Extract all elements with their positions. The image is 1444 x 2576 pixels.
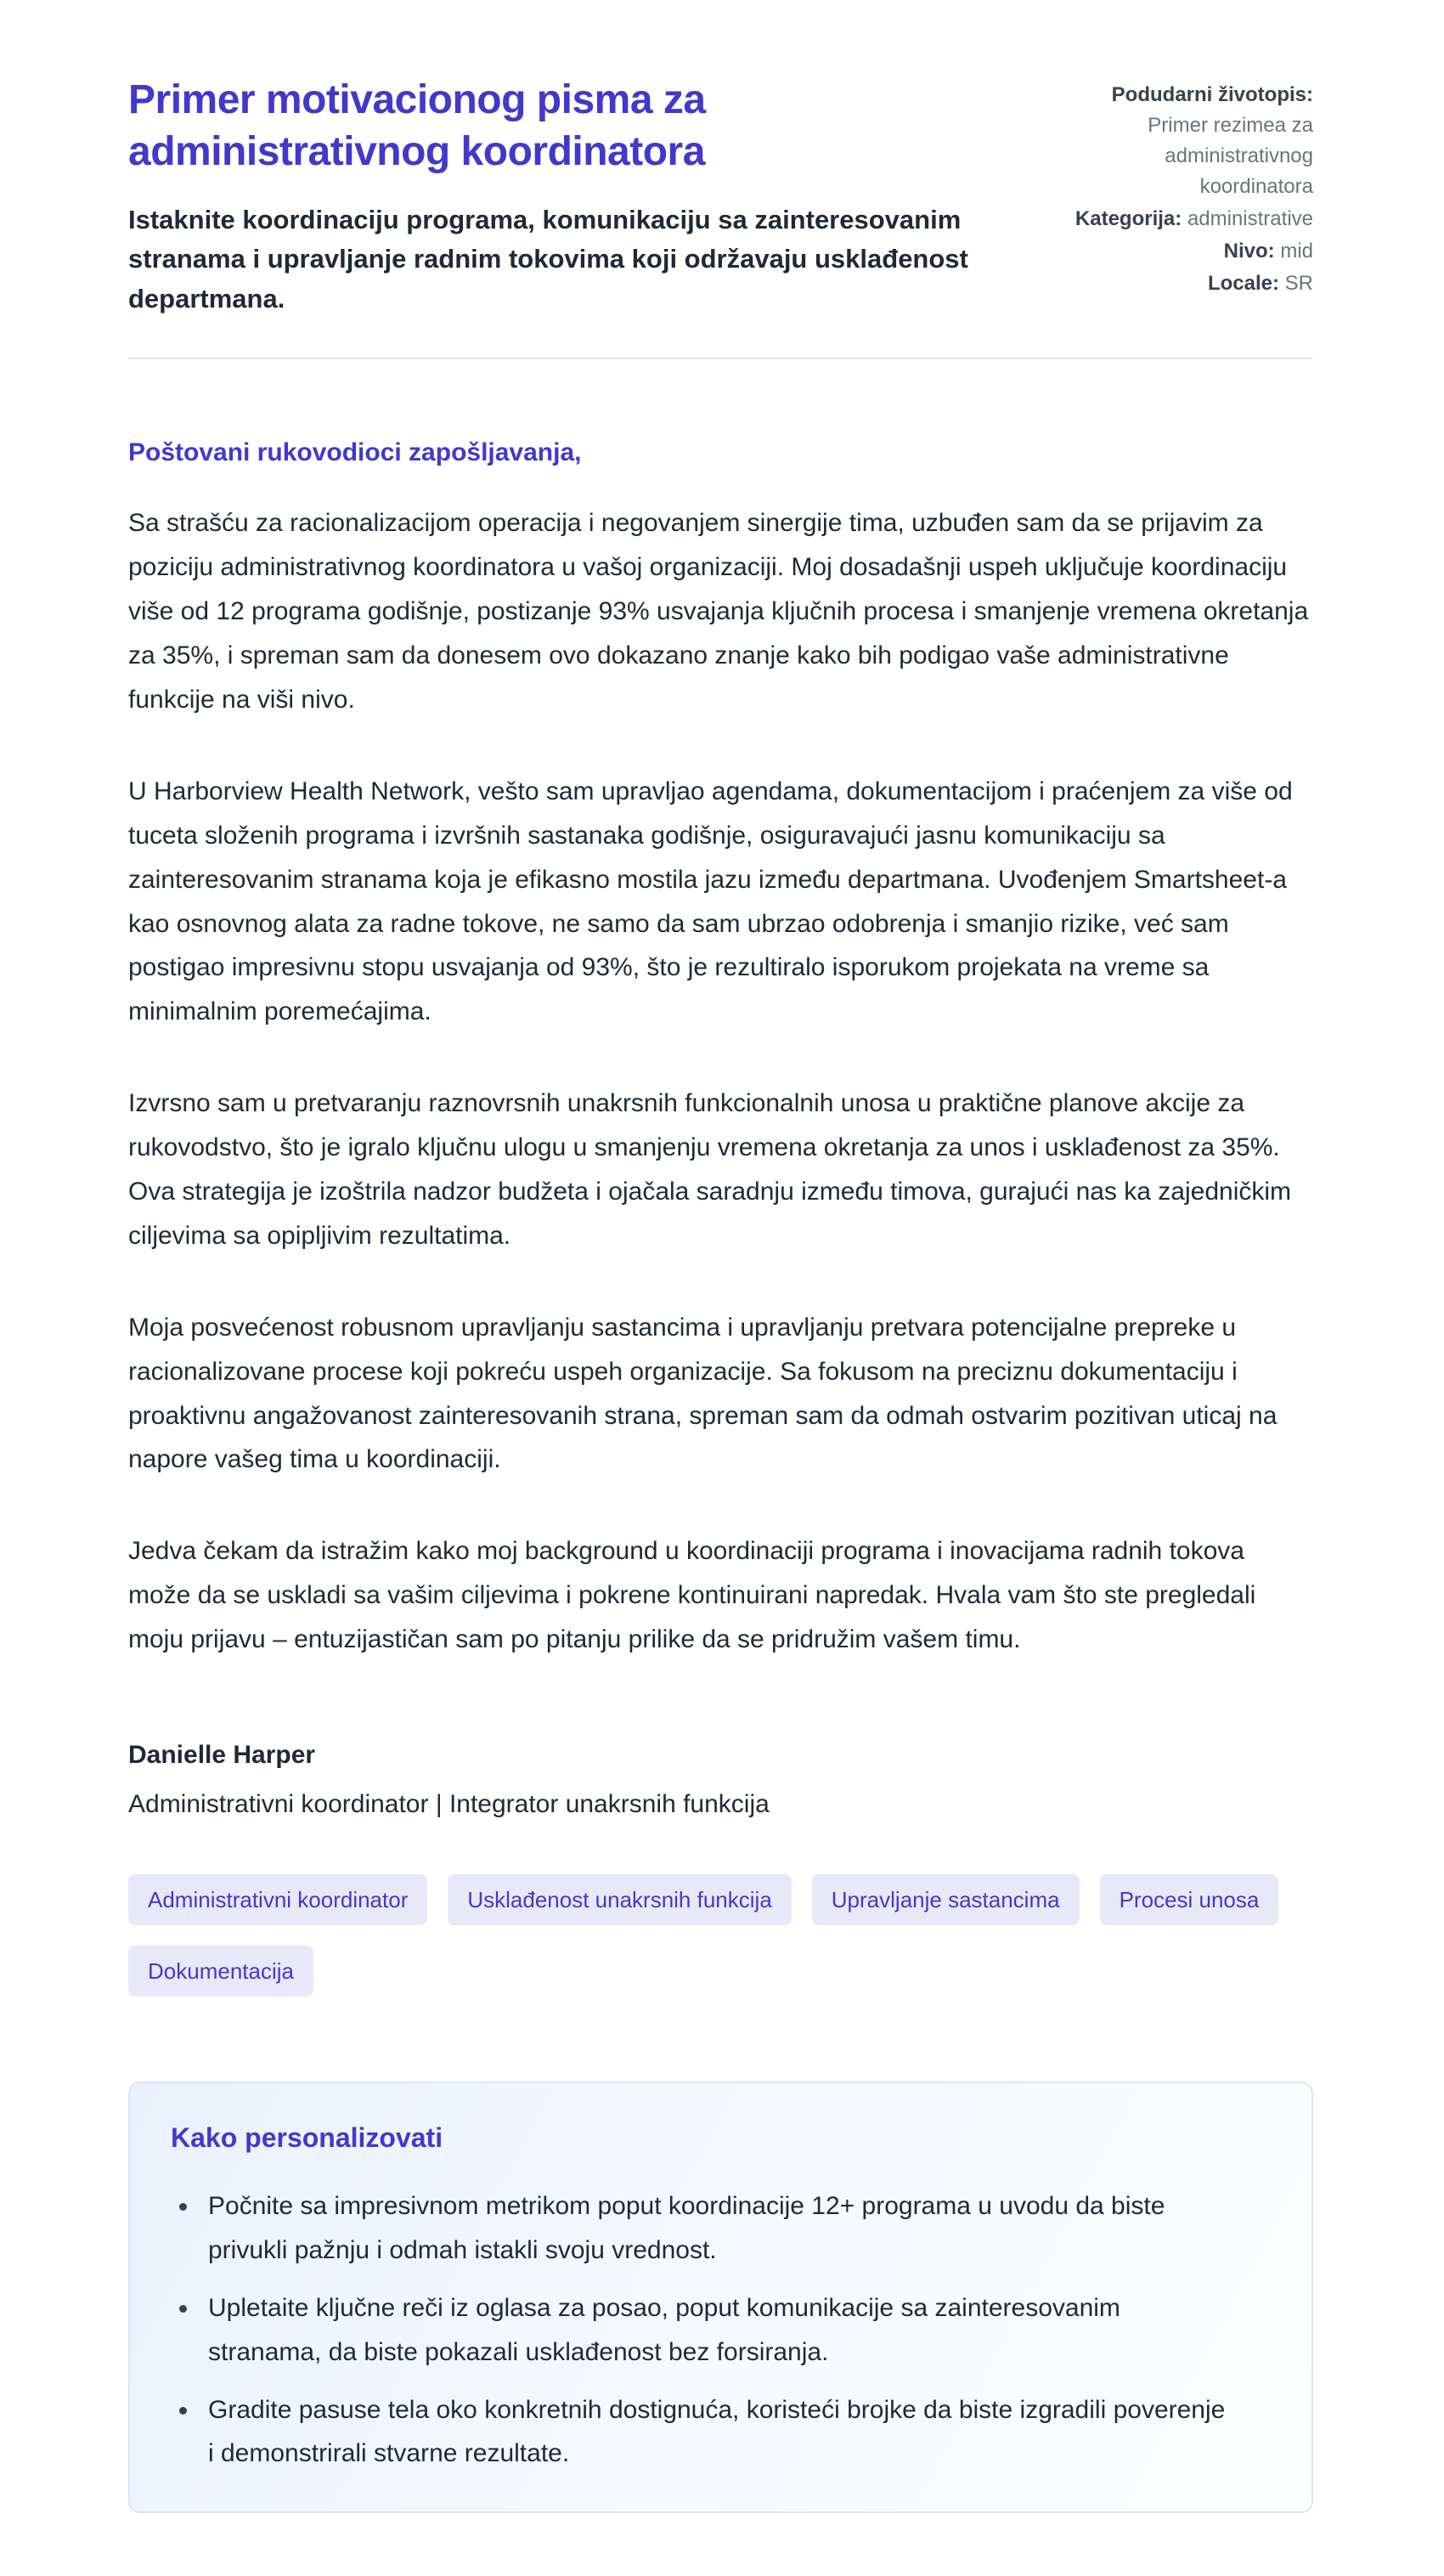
meta-row-level	[1048, 236, 1313, 267]
page-title: Primer motivacionog pisma za administrativnog koordinatora	[128, 77, 706, 174]
letter-body	[128, 431, 1313, 2513]
header	[128, 75, 1313, 319]
tag-input-processes: Procesi unosa	[1100, 1874, 1279, 1925]
tips-list	[171, 2184, 1271, 2476]
letter-paragraph-1: Sa strašću za racionalizacijom operacija i negovanjem sinergije tima, uzbuđen sam da se prijavim za poziciju administrativnog koordinatora u vašoj organizaciji. Moj dosadašnji uspeh uključuje koordinaciju više od 12 programa godišnje, postizanje 93% usvajanja ključnih procesa i smanjenje vremena okretanja za 35%, i spreman sam da donesem ovo dokazano znanje kako bih podigao vaše administrativne funkcije na viši nivo.	[128, 509, 1309, 714]
tag-administrative-coordinator: Administrativni koordinator	[128, 1874, 427, 1925]
meta-label-locale: Locale:	[1207, 272, 1279, 295]
header-divider	[128, 358, 1313, 359]
tag-documentation: Dokumentacija	[128, 1946, 313, 1997]
tag-list	[128, 1874, 1313, 1997]
page-subtitle: Istaknite koordinaciju programa, komunikaciju sa zainteresovanim stranama i upravljanje radnim tokovima koji održavaju usklađenost departmana.	[128, 204, 968, 314]
signature-role: Administrativni koordinator | Integrator unakrsnih funkcija	[128, 1790, 770, 1818]
tip-item-1: • Počnite sa impresivnom metrikom poput koordinacije 12+ programa u uvodu da biste privukli pažnju i odmah istakli svoju vrednost.	[200, 2184, 1236, 2273]
meta-value-resume: Primer rezimea za administrativnog koordinatora	[1148, 114, 1313, 198]
meta-label-category: Kategorija:	[1075, 207, 1182, 230]
signature-name: Danielle Harper	[128, 1741, 316, 1769]
meta-value-level: mid	[1280, 240, 1313, 263]
meta-row-category	[1048, 204, 1313, 234]
meta-row-resume	[1048, 80, 1313, 202]
header-left	[128, 75, 986, 319]
tag-cross-functional-alignment: Usklađenost unakrsnih funkcija	[448, 1874, 791, 1925]
meta-row-locale	[1048, 268, 1313, 299]
personalization-box	[128, 2082, 1313, 2513]
letter-paragraph-2: U Harborview Health Network, vešto sam upravljao agendama, dokumentacijom i praćenjem za više od tuceta složenih programa i izvršnih sastanaka godišnje, osiguravajući jasnu komunikaciju sa zainteresovanim stranama koja je efikasno mostila jazu između departmana. Uvođenjem Smartsheet-a kao osnovnog alata za radne tokove, ne samo da sam ubrzao odobrenja i smanjio rizike, već sam postigao impresivnu stopu usvajanja od 93%, što je rezultiralo isporukom projekata na vreme sa minimalnim poremećajima.	[128, 777, 1293, 1026]
tips-title: Kako personalizovati	[171, 2122, 443, 2153]
meta-value-category: administrative	[1187, 207, 1313, 230]
tag-meeting-management: Upravljanje sastancima	[812, 1874, 1080, 1925]
letter-greeting: Poštovani rukovodioci zapošljavanja,	[128, 438, 582, 467]
meta-label-level: Nivo:	[1223, 240, 1275, 263]
meta-panel	[1048, 80, 1313, 301]
letter-paragraph-3: Izvrsno sam u pretvaranju raznovrsnih unakrsnih funkcionalnih unosa u praktične planove akcije za rukovodstvo, što je igralo ključnu ulogu u smanjenju vremena okretanja za unos i usklađenost za 35%. Ova strategija je izoštrila nadzor budžeta i ojačala saradnju između timova, gurajući nas ka zajedničkim ciljevima sa opipljivim rezultatima.	[128, 1089, 1292, 1250]
meta-label-resume: Podudarni životopis:	[1111, 83, 1313, 106]
tip-item-3: • Gradite pasuse tela oko konkretnih dostignuća, koristeći brojke da biste izgradili poverenje i demonstrirali stvarne rezultate.	[200, 2388, 1236, 2477]
letter-paragraph-5: Jedva čekam da istražim kako moj background u koordinaciji programa i inovacijama radnih tokova može da se uskladi sa vašim ciljevima i pokrene kontinuirani napredak. Hvala vam što ste pregledali moju prijavu – entuzijastičan sam po pitanju prilike da se pridružim vašem timu.	[128, 1537, 1256, 1654]
tip-item-2: • Upletaite ključne reči iz oglasa za posao, poput komunikacije sa zainteresovanim stranama, da biste pokazali usklađenost bez forsiranja.	[200, 2286, 1236, 2375]
letter-paragraph-4: Moja posvećenost robusnom upravljanju sastancima i upravljanju pretvara potencijalne prepreke u racionalizovane procese koji pokreću uspeh organizacije. Sa fokusom na preciznu dokumentaciju i proaktivnu angažovanost zainteresovanih strana, spreman sam da odmah ostvarim pozitivan uticaj na napore vašeg tima u koordinaciji.	[128, 1313, 1278, 1474]
meta-value-locale: SR	[1284, 272, 1313, 295]
